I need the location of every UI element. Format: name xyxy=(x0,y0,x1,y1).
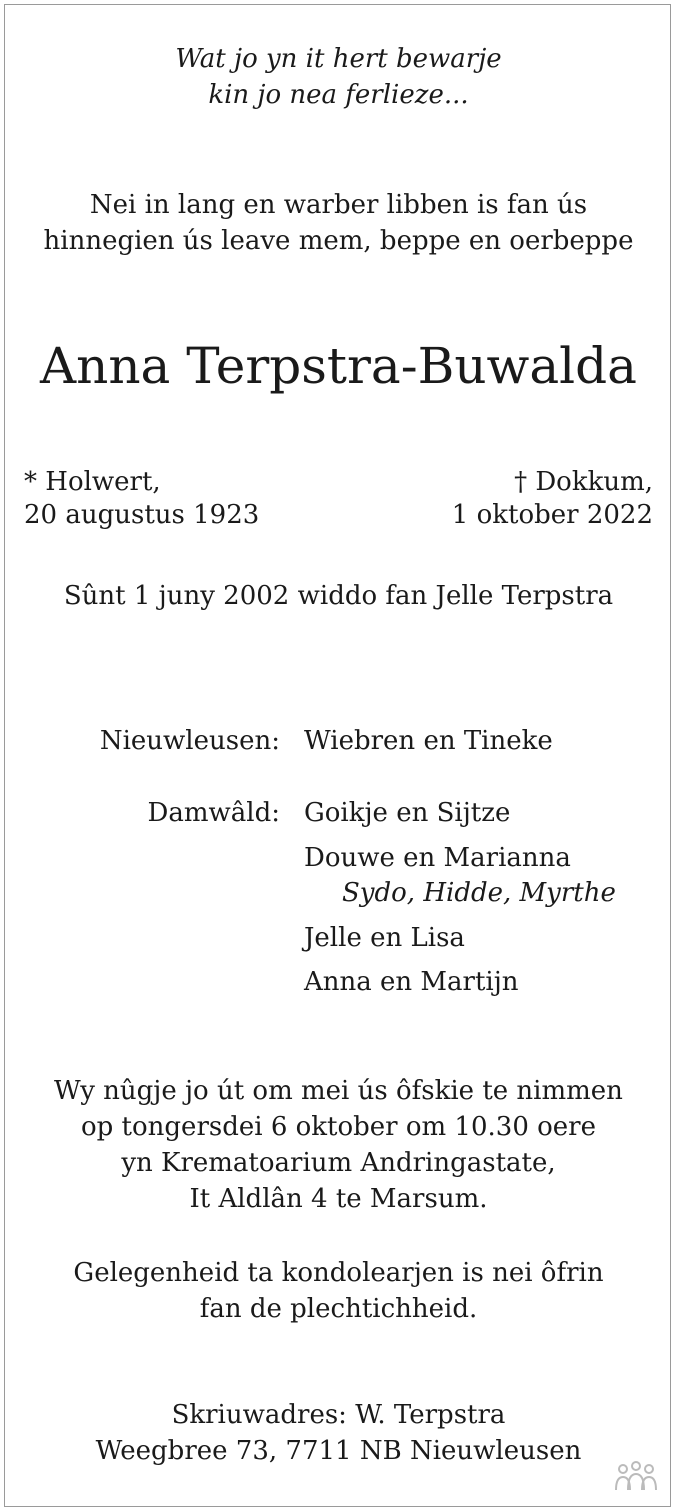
farewell-line-3: yn Krematoarium Andringastate, xyxy=(121,1148,556,1178)
quote-line-2: kin jo nea ferlieze... xyxy=(208,80,469,110)
intro-line-2: hinnegien ús leave mem, beppe en oerbeppe xyxy=(43,226,634,256)
family-member-4: Jelle en Lisa xyxy=(304,923,465,953)
intro-line-1: Nei in lang en warber libben is fan ús xyxy=(89,190,588,220)
birth-info xyxy=(24,466,259,532)
people-group-icon xyxy=(613,1460,659,1498)
widow-line: Sûnt 1 juny 2002 widdo fan Jelle Terpstra xyxy=(63,581,614,611)
death-date: 1 oktober 2022 xyxy=(451,500,653,530)
family-member-1: Wiebren en Tineke xyxy=(304,726,553,756)
farewell-line-4: It Aldlân 4 te Marsum. xyxy=(189,1184,488,1214)
birth-date: 20 augustus 1923 xyxy=(24,500,260,530)
family-member-2: Goikje en Sijtze xyxy=(304,798,511,828)
condolence-line-2: fan de plechtichheid. xyxy=(199,1294,478,1324)
family-member-3: Douwe en Marianna xyxy=(304,843,571,873)
family-place-1: Nieuwleusen: xyxy=(99,726,280,756)
condolence-line-1: Gelegenheid ta kondolearjen is nei ôfrin xyxy=(73,1258,604,1288)
family-children-3: Sydo, Hidde, Myrthe xyxy=(342,878,616,908)
family-place-2: Damwâld: xyxy=(147,798,280,828)
address-line-1: Skriuwadres: W. Terpstra xyxy=(171,1400,506,1430)
farewell-line-1: Wy nûgje jo út om mei ús ôfskie te nimmen xyxy=(54,1076,623,1106)
farewell-line-2: op tongersdei 6 oktober om 10.30 oere xyxy=(81,1112,596,1142)
death-info xyxy=(452,466,653,532)
address-line-2: Weegbree 73, 7711 NB Nieuwleusen xyxy=(95,1436,582,1466)
death-place: † Dokkum, xyxy=(514,467,653,497)
quote-line-1: Wat jo yn it hert bewarje xyxy=(175,44,502,74)
deceased-name: Anna Terpstra-Buwalda xyxy=(40,337,637,395)
birth-place: * Holwert, xyxy=(24,467,161,497)
family-member-5: Anna en Martijn xyxy=(304,967,519,997)
